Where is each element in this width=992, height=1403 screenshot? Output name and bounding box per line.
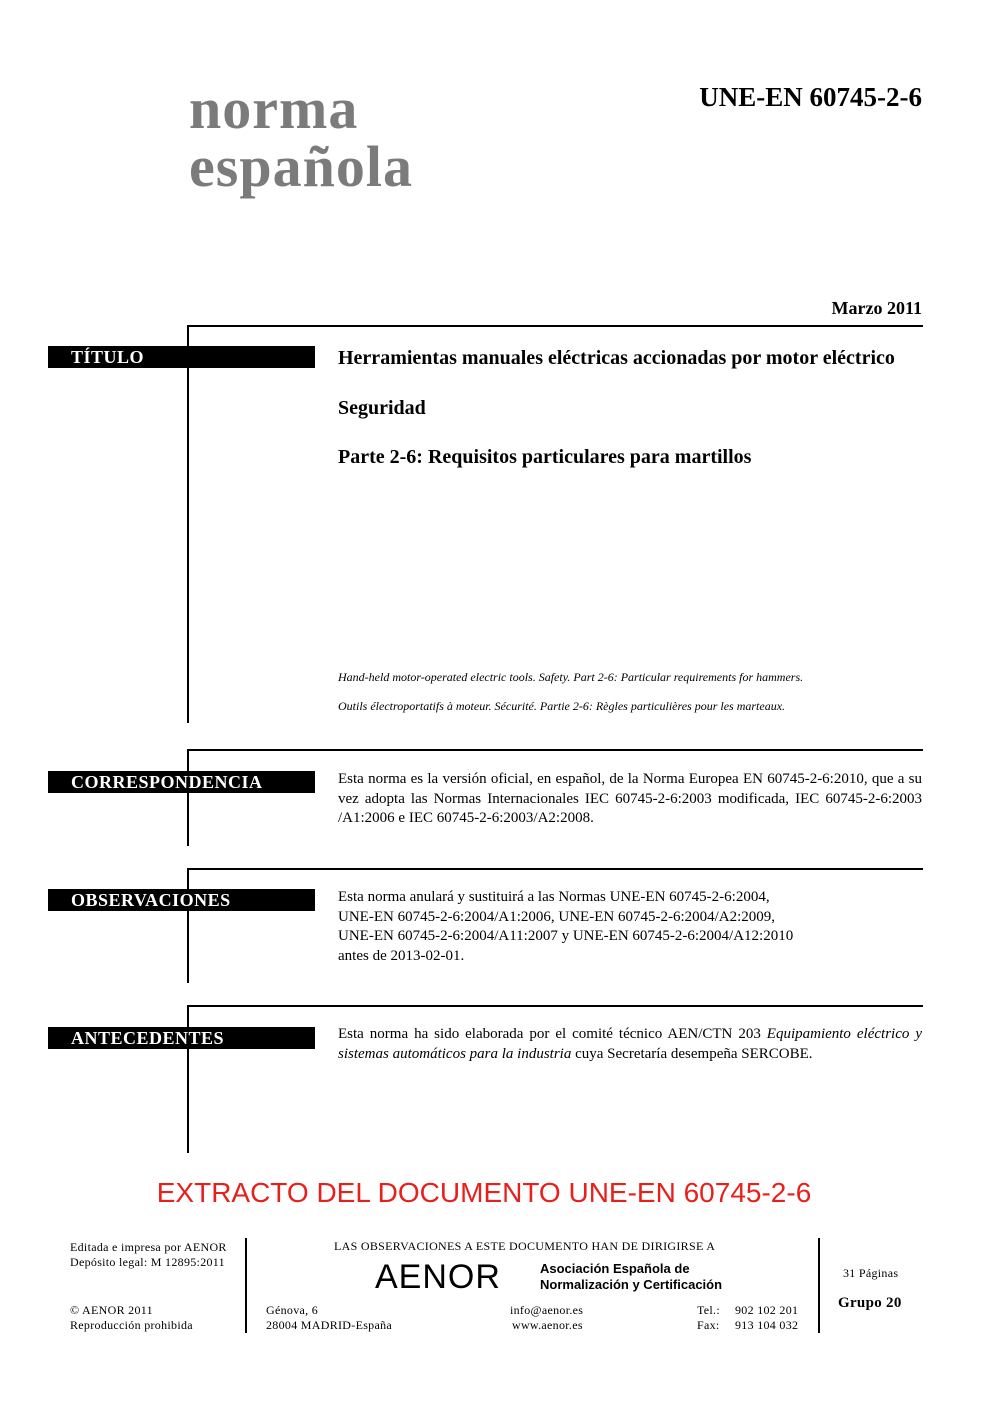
committee-name: Equipamiento eléctrico y sistemas automáticos para la industria bbox=[338, 1026, 922, 1062]
antecedentes-text bbox=[338, 1025, 922, 1064]
footer-reproduccion: Reproducción prohibida bbox=[70, 1318, 193, 1332]
title-main: Herramientas manuales eléctricas accionadas por motor eléctrico bbox=[338, 347, 895, 369]
section-divider bbox=[187, 868, 923, 870]
footer-deposito: Depósito legal: M 12895:2011 bbox=[70, 1255, 225, 1269]
title-french: Outils électroportatifs à moteur. Sécurité. Partie 2-6: Règles particulières pour les marteaux. bbox=[338, 699, 786, 713]
section-vertical-rule bbox=[187, 749, 189, 846]
page-count: 31 Páginas bbox=[843, 1266, 899, 1280]
observaciones-text bbox=[338, 888, 922, 966]
aenor-logo: AENOR bbox=[375, 1258, 501, 1296]
footer-website[interactable]: www.aenor.es bbox=[512, 1318, 583, 1332]
footer-observaciones-heading: LAS OBSERVACIONES A ESTE DOCUMENTO HAN DE DIRIGIRSE A bbox=[334, 1239, 716, 1253]
section-label-titulo: TÍTULO bbox=[48, 346, 315, 368]
section-divider bbox=[187, 325, 923, 327]
brand-line-1: norma bbox=[189, 76, 359, 141]
observaciones-line: UNE-EN 60745-2-6:2004/A11:2007 y UNE-EN 60745-2-6:2004/A12:2010 bbox=[338, 928, 794, 944]
titulo-content bbox=[338, 346, 922, 470]
footer-email[interactable]: info@aenor.es bbox=[510, 1303, 584, 1317]
brand-title bbox=[189, 76, 413, 199]
section-label-observaciones: OBSERVACIONES bbox=[48, 889, 315, 911]
footer-divider bbox=[818, 1238, 820, 1333]
footer-divider bbox=[245, 1238, 247, 1333]
title-subtitle-2: Parte 2-6: Requisitos particulares para martillos bbox=[338, 446, 752, 468]
correspondencia-text: Esta norma es la versión oficial, en español, de la Norma Europea EN 60745-2-6:2010, que a su vez adopta las Normas Internacionales IEC 60745-2-6:2003 modificada, IEC 60745-2-6:2003 /A1:2006 e IEC 60745-2-6:2003/A2:2008. bbox=[338, 771, 922, 826]
observaciones-line: UNE-EN 60745-2-6:2004/A1:2006, UNE-EN 60745-2-6:2004/A2:2009, bbox=[338, 908, 776, 925]
footer-address-1: Génova, 6 bbox=[266, 1303, 319, 1317]
footer-address-2: 28004 MADRID-España bbox=[266, 1318, 393, 1332]
section-vertical-rule bbox=[187, 868, 189, 983]
aenor-name-line-1: Asociación Española de bbox=[540, 1261, 690, 1276]
footer-tel-label: Tel.: bbox=[697, 1303, 720, 1317]
section-divider bbox=[187, 1005, 923, 1007]
footer-tel: 902 102 201 bbox=[735, 1303, 799, 1317]
brand-line-2: española bbox=[189, 134, 413, 199]
section-label-antecedentes: ANTECEDENTES bbox=[48, 1027, 315, 1049]
observaciones-line: Esta norma anulará y sustituirá a las Normas UNE-EN 60745-2-6:2004, bbox=[338, 889, 770, 905]
footer-fax-label: Fax: bbox=[697, 1318, 720, 1332]
title-english: Hand-held motor-operated electric tools. Safety. Part 2-6: Particular requirements for hammers. bbox=[338, 670, 804, 684]
footer-copyright: © AENOR 2011 bbox=[70, 1303, 153, 1317]
standard-code: UNE-EN 60745-2-6 bbox=[699, 82, 922, 112]
aenor-full-name bbox=[540, 1261, 722, 1293]
antecedentes-text-start: Esta norma ha sido elaborada por el comité técnico AEN/CTN 203 bbox=[338, 1026, 767, 1042]
extract-watermark: EXTRACTO DEL DOCUMENTO UNE-EN 60745-2-6 bbox=[156, 1177, 812, 1208]
footer-edited: Editada e impresa por AENOR bbox=[70, 1240, 227, 1254]
price-group: Grupo 20 bbox=[838, 1295, 902, 1311]
aenor-name-line-2: Normalización y Certificación bbox=[540, 1277, 723, 1292]
observaciones-line: antes de 2013-02-01. bbox=[338, 947, 465, 964]
section-vertical-rule bbox=[187, 325, 189, 723]
antecedentes-text-end: cuya Secretaría desempeña SERCOBE. bbox=[571, 1045, 813, 1062]
title-subtitle-1: Seguridad bbox=[338, 397, 426, 419]
publication-date: Marzo 2011 bbox=[831, 298, 922, 318]
footer-fax: 913 104 032 bbox=[735, 1318, 799, 1332]
section-divider bbox=[187, 749, 923, 751]
section-label-correspondencia: CORRESPONDENCIA bbox=[48, 771, 315, 793]
